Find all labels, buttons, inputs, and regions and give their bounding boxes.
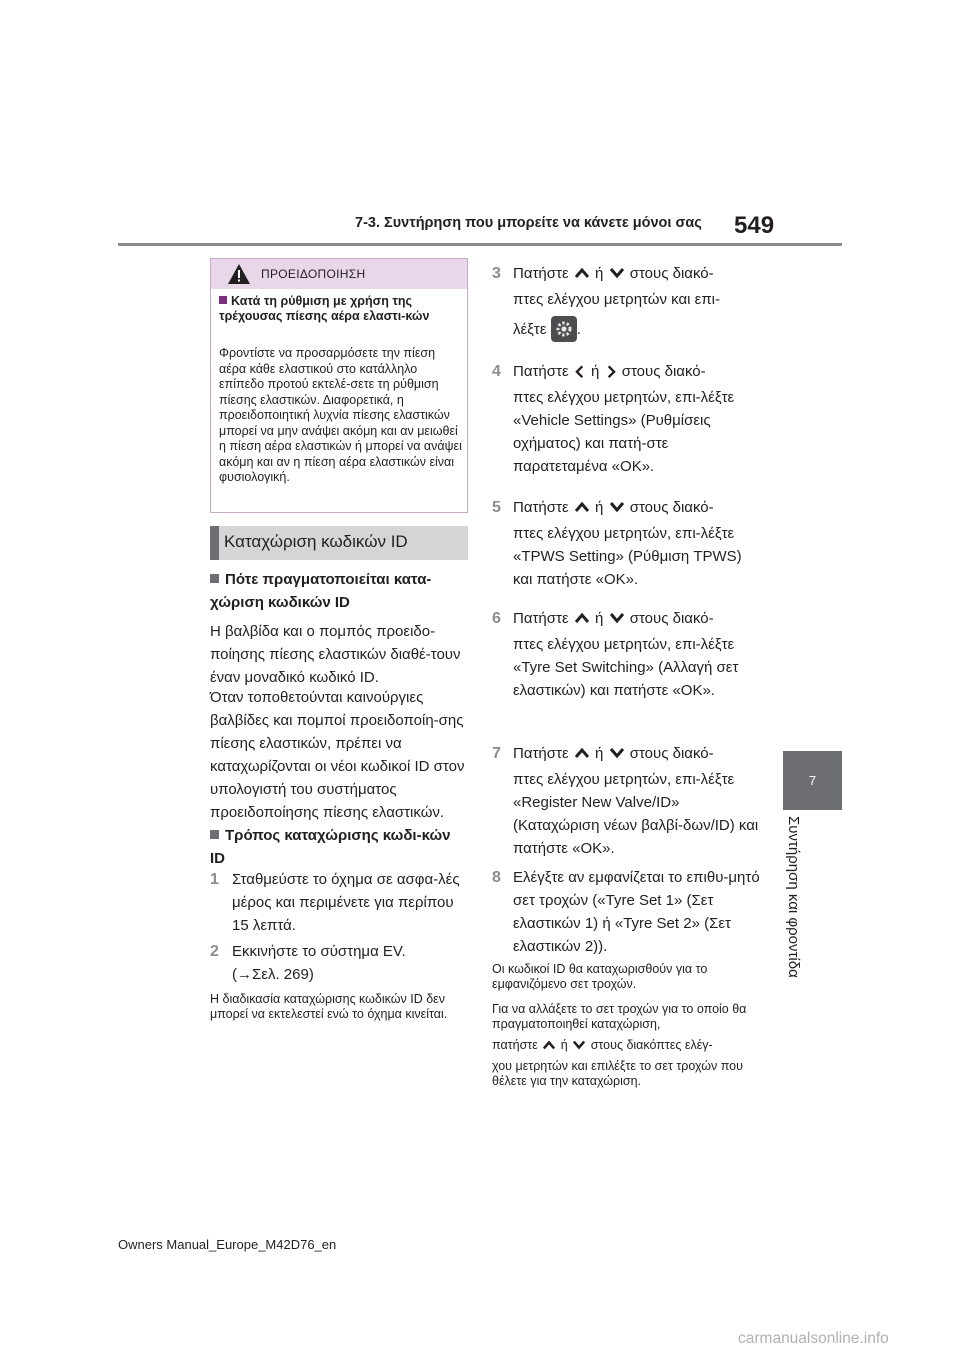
- chevron-up-icon: [573, 500, 591, 514]
- chapter-side-label: [782, 816, 806, 1026]
- note-text: χου μετρητών και επιλέξτε το σετ τροχών που θέλετε για την καταχώριση.: [492, 1059, 743, 1088]
- step-2: [210, 940, 468, 986]
- step-number: 5: [492, 499, 501, 516]
- note-change-set: [492, 1002, 762, 1089]
- switches-text: στους διακό-: [621, 363, 706, 380]
- when-heading-text: Πότε πραγματοποιείται κατα-χώριση κωδικών ID: [210, 571, 432, 611]
- watermark: carmanualsonline.info: [738, 1330, 889, 1347]
- chevron-down-icon: [608, 746, 626, 760]
- warning-triangle-icon: [227, 263, 251, 285]
- square-bullet-icon: [210, 574, 219, 583]
- when-heading: [210, 568, 468, 614]
- press-text: πατήστε: [492, 1038, 538, 1052]
- step-text: πτες ελέγχου μετρητών, επι-λέξτε «Tyre Set Switching» (Αλλαγή σετ ελαστικών) και πατήστε «OK».: [513, 636, 739, 699]
- warning-box: [210, 258, 468, 513]
- press-text: Πατήστε: [513, 610, 569, 627]
- step-number: 7: [492, 745, 501, 762]
- step-text: πτες ελέγχου μετρητών, επι-λέξτε «Register New Valve/ID» (Καταχώριση νέων βαλβί-δων/ID) και πατήστε «OK».: [513, 771, 759, 857]
- step-5: [492, 496, 777, 591]
- step-number: 3: [492, 265, 501, 282]
- note-while-moving: Η διαδικασία καταχώρισης κωδικών ID δεν μπορεί να εκτελεστεί ενώ το όχημα κινείται.: [210, 992, 448, 1021]
- paragraph-unique-id: Η βαλβίδα και ο πομπός προειδο-ποίησης πίεσης ελαστικών διαθέ-τουν έναν μοναδικό κωδικό ID.: [210, 623, 461, 686]
- step-number: 8: [492, 869, 501, 886]
- page-number: 549: [734, 212, 775, 239]
- switches-text: στους διακό-: [629, 265, 714, 282]
- chevron-up-icon: [573, 611, 591, 625]
- switches-text: στους διακό-: [629, 499, 714, 516]
- or-text: ή: [595, 745, 604, 762]
- step-number: 1: [210, 871, 219, 888]
- header-divider: [118, 243, 842, 246]
- step-4: [492, 360, 777, 478]
- square-bullet-icon: [219, 296, 227, 304]
- step-1: [210, 868, 468, 937]
- step-number: 6: [492, 610, 501, 627]
- section-heading: [210, 526, 468, 560]
- footer-text: Owners Manual_Europe_M42D76_en: [118, 1237, 337, 1252]
- chevron-down-icon: [608, 611, 626, 625]
- press-text: Πατήστε: [513, 499, 569, 516]
- warning-body: Φροντίστε να προσαρμόσετε την πίεση αέρα κάθε ελαστικού στο κατάλληλο επίπεδο προτού εκτελέ-σετε τη ρύθμιση πίεσης ελαστικών. Διαφορετικά, η προειδοποιητική λυχνία πίεσης ελαστικών μπορεί να μην ανάψει ακόμη και αν μειωθεί η πίεση αέρα ελαστικών ή μπορεί να ανάψει ακόμη και αν η πίεση αέρα ελαστικών είναι φυσιολογική.: [219, 346, 462, 484]
- press-text: Πατήστε: [513, 265, 569, 282]
- step-8: [492, 866, 777, 958]
- press-text: Πατήστε: [513, 363, 569, 380]
- warning-title: ΠΡΟΕΙΔΟΠΟΙΗΣΗ: [261, 267, 366, 281]
- chevron-down-icon: [571, 1039, 587, 1051]
- warning-subtitle-text: Κατά τη ρύθμιση με χρήση της τρέχουσας πίεσης αέρα ελαστι-κών: [219, 294, 430, 323]
- warning-header: [211, 259, 467, 289]
- step-6: [492, 607, 777, 702]
- or-text: ή: [595, 610, 604, 627]
- gear-icon: [551, 316, 577, 342]
- note-registered-set: Οι κωδικοί ID θα καταχωρισθούν για το εμφανιζόμενο σετ τροχών.: [492, 962, 708, 991]
- step-3: [492, 262, 777, 342]
- section-heading-title: Καταχώριση κωδικών ID: [224, 532, 408, 551]
- step-text: Σταθμεύστε το όχημα σε ασφα-λές μέρος και περιμένετε για περίπου 15 λεπτά.: [232, 871, 460, 934]
- period-text: .: [576, 321, 581, 338]
- chevron-up-icon: [541, 1039, 557, 1051]
- square-bullet-icon: [210, 830, 219, 839]
- section-heading-bar: [210, 526, 219, 560]
- warning-subtitle: [219, 294, 459, 324]
- step-text: Εκκινήστε το σύστημα EV.: [232, 943, 406, 960]
- chevron-up-icon: [573, 266, 591, 280]
- chapter-tab: 7: [783, 751, 842, 810]
- chevron-left-icon: [573, 363, 587, 379]
- how-heading: [210, 824, 468, 870]
- paragraph-new-valves: Όταν τοποθετούνται καινούργιες βαλβίδες και πομποί προειδοποίη-σης πίεσης ελαστικών, πρέπει να καταχωρίζονται οι νέοι κωδικοί ID στον υπολογιστή του συστήματος προειδοποίησης πίεσης ελαστικών.: [210, 689, 465, 821]
- select-text: λέξτε: [513, 321, 547, 338]
- step-7: [492, 742, 777, 860]
- or-text: ή: [560, 1038, 568, 1052]
- switches-text: στους διακό-: [629, 745, 714, 762]
- note-text: Για να αλλάξετε το σετ τροχών για το οποίο θα πραγματοποιηθεί καταχώριση,: [492, 1002, 747, 1031]
- chevron-down-icon: [608, 266, 626, 280]
- step-number: 2: [210, 943, 219, 960]
- step-text: Ελέγξτε αν εμφανίζεται το επιθυ-μητό σετ τροχών («Tyre Set 1» (Σετ ελαστικών 1) ή «Tyre Set 2» (Σετ ελαστικών 2)).: [513, 869, 760, 955]
- step-number: 4: [492, 363, 501, 380]
- section-header-title: 7-3. Συντήρηση που μπορείτε να κάνετε μόνοι σας: [355, 215, 702, 231]
- step-text: πτες ελέγχου μετρητών, επι-λέξτε «TPWS Setting» (Ρύθμιση TPWS) και πατήστε «OK».: [513, 525, 742, 588]
- step-text: πτες ελέγχου μετρητών και επι-: [513, 291, 720, 308]
- step-text: πτες ελέγχου μετρητών, επι-λέξτε «Vehicle Settings» (Ρυθμίσεις οχήματος) και πατή-στε παρατεταμένα «OK».: [513, 389, 735, 475]
- how-heading-text: Τρόπος καταχώρισης κωδι-κών ID: [210, 827, 451, 867]
- page-reference: (→Σελ. 269): [232, 966, 314, 983]
- chapter-side-label-text: Συντήρηση και φροντίδα: [785, 816, 802, 978]
- note-text: στους διακόπτες ελέγ-: [590, 1038, 713, 1052]
- chevron-up-icon: [573, 746, 591, 760]
- chevron-right-icon: [604, 363, 618, 379]
- press-text: Πατήστε: [513, 745, 569, 762]
- chevron-down-icon: [608, 500, 626, 514]
- or-text: ή: [595, 265, 604, 282]
- or-text: ή: [595, 499, 604, 516]
- switches-text: στους διακό-: [629, 610, 714, 627]
- or-text: ή: [591, 363, 600, 380]
